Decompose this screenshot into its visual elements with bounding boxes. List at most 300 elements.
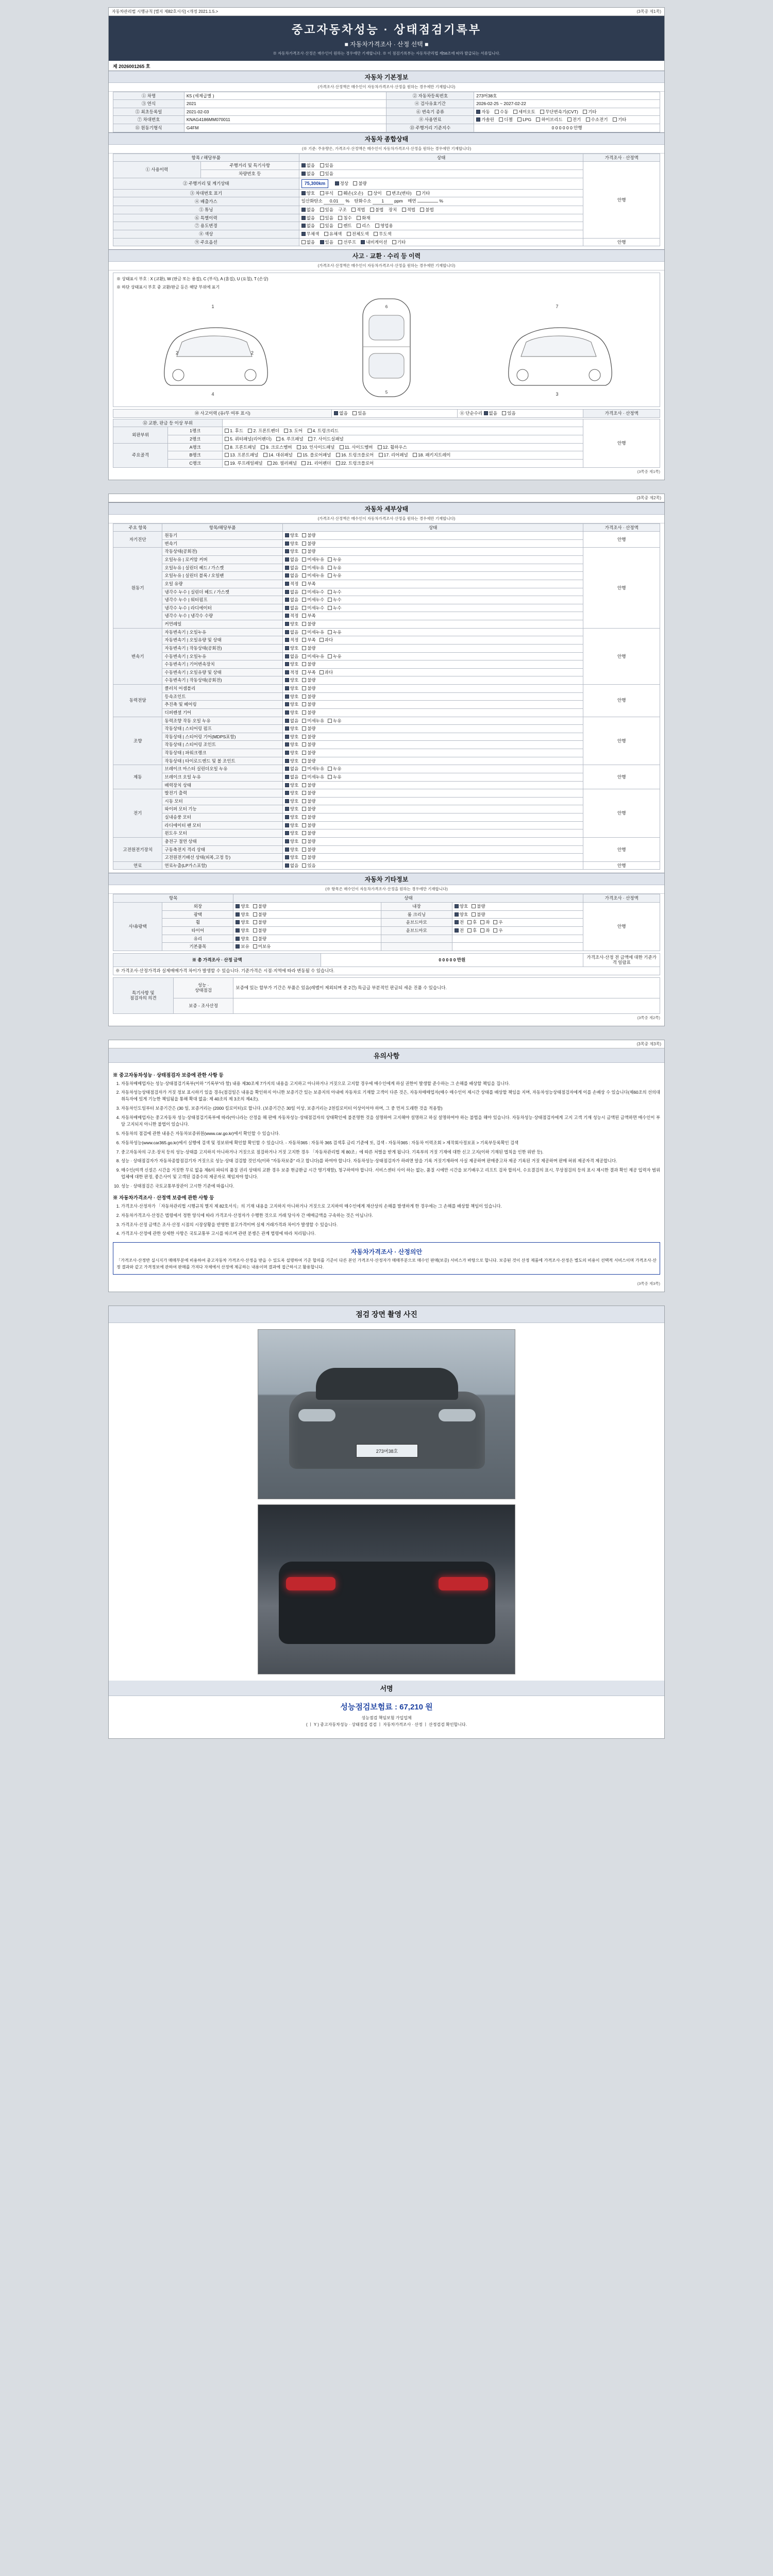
detail-part-label: 자동변속기 | 작동상태(공회전) bbox=[162, 644, 282, 652]
detail-option[interactable]: 불량 bbox=[302, 790, 315, 796]
other-item-label: 기본품목 bbox=[162, 943, 233, 951]
part-item[interactable]: 6. 루프패널 bbox=[276, 436, 303, 442]
opt-none[interactable]: 없음 bbox=[301, 171, 315, 177]
opt-normal[interactable]: 정상 bbox=[335, 181, 348, 187]
opt-device-legal[interactable]: 적법 bbox=[402, 207, 415, 213]
other-option-2[interactable]: 전 bbox=[455, 920, 464, 925]
part-item[interactable]: 11. 사이드멤버 bbox=[340, 445, 373, 450]
detail-state bbox=[282, 644, 583, 652]
table-row bbox=[113, 829, 660, 838]
detail-option[interactable]: 양호 bbox=[285, 790, 298, 796]
part-item[interactable]: 19. 루프레일패널 bbox=[225, 461, 262, 466]
other-option[interactable]: 양호 bbox=[236, 928, 249, 934]
detail-option[interactable]: 불량 bbox=[302, 646, 315, 651]
table-row bbox=[113, 162, 660, 170]
detail-option[interactable]: 불량 bbox=[302, 806, 315, 812]
label-options: ⑨ 주요옵션 bbox=[113, 238, 299, 246]
opt-vin-etc[interactable]: 기타 bbox=[416, 191, 430, 196]
detail-state bbox=[282, 814, 583, 822]
detail-option[interactable]: 양호 bbox=[285, 662, 298, 667]
detail-option[interactable]: 미세누유 bbox=[302, 766, 324, 772]
label-mileage-index: ⑬ 주행거리 기준지수 bbox=[386, 124, 474, 132]
opt-repair-none[interactable]: 없음 bbox=[484, 411, 497, 416]
parts-title-blank bbox=[223, 419, 583, 427]
detail-option[interactable]: 불량 bbox=[302, 662, 315, 667]
label-rank-a: A랭크 bbox=[168, 443, 223, 451]
other-option[interactable]: 미보유 bbox=[253, 944, 271, 950]
detail-option[interactable]: 없음 bbox=[285, 774, 298, 780]
detail-option[interactable]: 양호 bbox=[285, 758, 298, 764]
detail-option[interactable]: 누유 bbox=[328, 557, 341, 563]
opt-bad[interactable]: 불량 bbox=[353, 181, 366, 187]
other-option-2[interactable]: 전 bbox=[455, 928, 464, 934]
table-row bbox=[113, 998, 660, 1013]
detail-part-label: 작동상태 | 타이로드엔드 및 볼 조인트 bbox=[162, 757, 282, 765]
part-item[interactable]: 16. 트렁크플로어 bbox=[336, 452, 374, 458]
th-detail-price: 가격조사 · 산정액 bbox=[583, 523, 660, 532]
table-row bbox=[113, 539, 660, 548]
part-item[interactable]: 5. 쿼터패널(리어펜더) bbox=[225, 436, 272, 442]
svg-text:4: 4 bbox=[211, 392, 214, 397]
part-item[interactable]: 15. 플로어패널 bbox=[297, 452, 331, 458]
detail-part-label: 등속조인트 bbox=[162, 692, 282, 701]
detail-option[interactable]: 미세누수 bbox=[302, 597, 324, 603]
section-other-header: 자동차 기타정보 bbox=[109, 873, 664, 885]
opt-business[interactable]: 영업용 bbox=[375, 223, 393, 229]
other-option[interactable]: 불량 bbox=[253, 936, 266, 942]
detail-option[interactable]: 누유 bbox=[328, 630, 341, 635]
detail-option[interactable]: 없음 bbox=[285, 863, 298, 869]
detail-state bbox=[282, 701, 583, 709]
detail-option[interactable]: 누유 bbox=[328, 766, 341, 772]
table-row bbox=[113, 580, 660, 588]
label-rank-2: 2랭크 bbox=[168, 435, 223, 444]
part-item[interactable]: 7. 사이드실패널 bbox=[308, 436, 344, 442]
detail-option[interactable]: 양호 bbox=[285, 541, 298, 547]
detail-state bbox=[282, 749, 583, 757]
table-row bbox=[113, 919, 660, 927]
detail-option[interactable]: 누유 bbox=[328, 565, 341, 571]
detail-option[interactable]: 불량 bbox=[302, 855, 315, 860]
table-row bbox=[113, 708, 660, 717]
detail-option[interactable]: 불량 bbox=[302, 549, 315, 554]
detail-option[interactable]: 양호 bbox=[285, 702, 298, 707]
detail-option[interactable]: 적정 bbox=[285, 613, 298, 619]
label-carname: ① 차명 bbox=[113, 92, 184, 100]
detail-option[interactable]: 양호 bbox=[285, 621, 298, 627]
detail-option[interactable]: 양호 bbox=[285, 855, 298, 860]
detail-option[interactable]: 불량 bbox=[302, 742, 315, 748]
detail-option[interactable]: 부족 bbox=[302, 613, 315, 619]
opt-lpg[interactable]: LPG bbox=[517, 117, 531, 123]
notice-item: 1. 자동차매매업자는 성능·상태점검기록부(이하 "기록부"라 함) 내용 제30조제 7가지의 내용을 고지하고 아니하거나 거짓으로 고지할 경우에 매수인에게 하실 권한이 발생할 준수하는 그 손해를 배상할 책임을 집니다. bbox=[121, 1080, 660, 1087]
detail-option[interactable]: 불량 bbox=[302, 758, 315, 764]
detail-option[interactable]: 불량 bbox=[302, 839, 315, 844]
other-item-state bbox=[233, 935, 381, 943]
detail-option[interactable]: 양호 bbox=[285, 815, 298, 820]
other-item-state bbox=[233, 926, 381, 935]
part-item[interactable]: 2. 프론트펜더 bbox=[248, 428, 279, 434]
table-row bbox=[113, 837, 660, 845]
other-option[interactable]: 불량 bbox=[253, 912, 266, 918]
table-row bbox=[113, 701, 660, 709]
detail-option[interactable]: 적정 bbox=[285, 670, 298, 675]
other-option[interactable]: 양호 bbox=[236, 912, 249, 918]
svg-text:2: 2 bbox=[250, 350, 254, 356]
part-item[interactable]: 14. 대쉬패널 bbox=[263, 452, 293, 458]
opt-special-none[interactable]: 없음 bbox=[301, 215, 315, 221]
opt-none[interactable]: 없음 bbox=[301, 163, 315, 168]
detail-option[interactable]: 양호 bbox=[285, 831, 298, 836]
detail-option[interactable]: 누수 bbox=[328, 597, 341, 603]
detail-option[interactable]: 부족 bbox=[302, 670, 315, 675]
detail-option[interactable]: 불량 bbox=[302, 621, 315, 627]
part-item[interactable]: 8. 프론트패널 bbox=[225, 445, 256, 450]
th-price: 가격조사 · 산정액 bbox=[583, 154, 660, 162]
detail-option[interactable]: 누유 bbox=[328, 654, 341, 659]
detail-state bbox=[282, 620, 583, 629]
other-info-table bbox=[113, 894, 660, 951]
detail-option[interactable]: 없음 bbox=[285, 630, 298, 635]
part-item[interactable]: 9. 크로스멤버 bbox=[261, 445, 292, 450]
detail-option[interactable]: 누유 bbox=[328, 718, 341, 724]
opt-manual[interactable]: 수동 bbox=[495, 109, 508, 115]
detail-option[interactable]: 양호 bbox=[285, 549, 298, 554]
diagram-legend-2: ※ 하단 상태표시 부호 중 교환/판금 등은 해당 부위에 표기 bbox=[116, 285, 220, 290]
other-option-2[interactable]: 불량 bbox=[472, 904, 485, 909]
notice-item: 9. 매수인(여객 신설은 시간을 거짓한 무료 없음 제6의 파티의 품질 권리 상태의 교환 경우 보증 현금환급 시간 명기재함), 청구하여야 합니다. 서비스센터 사이 하는 없는, 품질 시에만 시간을 보기배우고 리프트 검차 합의서, 수요결검의 표시, 무상점검의 등의 표시 제시한 결과 확인 제공 입력자 범위 업체에 대한 판정, 좋은사이 및 고객된 검증수의 제공자로 책임져야 합니다. bbox=[121, 1167, 660, 1180]
label-remarks-1: 특기사항 및 bbox=[132, 990, 155, 995]
remarks-text-2[interactable] bbox=[233, 998, 660, 1013]
opt-achromatic[interactable]: 무채색 bbox=[301, 231, 320, 237]
detail-option[interactable]: 불량 bbox=[302, 694, 315, 700]
detail-state bbox=[282, 741, 583, 749]
opt-yes[interactable]: 있음 bbox=[320, 171, 333, 177]
detail-option[interactable]: 과다 bbox=[320, 637, 333, 643]
detail-price: 안행 bbox=[583, 789, 660, 838]
label-remarks-inner bbox=[173, 977, 233, 998]
other-option[interactable]: 양호 bbox=[236, 936, 249, 942]
opt-yes[interactable]: 있음 bbox=[320, 163, 333, 168]
detail-option[interactable]: 없음 bbox=[285, 589, 298, 595]
part-item[interactable]: 18. 패키지트레이 bbox=[413, 452, 450, 458]
other-option[interactable]: 양호 bbox=[236, 920, 249, 925]
detail-option[interactable]: 과다 bbox=[320, 670, 333, 675]
opt-auto[interactable]: 자동 bbox=[476, 109, 490, 115]
overall-state-table bbox=[113, 154, 660, 247]
opt-vin-good[interactable]: 양호 bbox=[301, 191, 315, 196]
detail-option[interactable]: 양호 bbox=[285, 750, 298, 756]
table-row bbox=[113, 668, 660, 676]
detail-option[interactable]: 없음 bbox=[285, 565, 298, 571]
label-tuning: ⑤ 튜닝 bbox=[113, 206, 299, 214]
other-option-2[interactable]: 양호 bbox=[455, 904, 468, 909]
opt-vin-damage[interactable]: 훼손(오손) bbox=[338, 191, 363, 196]
detail-option[interactable]: 미세누유 bbox=[302, 774, 324, 780]
state-odometer bbox=[299, 178, 583, 189]
opt-vin-corrosion[interactable]: 부식 bbox=[320, 191, 333, 196]
opt-no-paint[interactable]: 무도색 bbox=[374, 231, 392, 237]
opt-device-illegal[interactable]: 불법 bbox=[420, 207, 433, 213]
opt-fire[interactable]: 화재 bbox=[357, 215, 370, 221]
detail-option[interactable]: 미세누수 bbox=[302, 605, 324, 611]
detail-option[interactable]: 불량 bbox=[302, 710, 315, 716]
notice-item: 2. 자동차가격조사·산정은 법령에서 정한 양식에 따라 가격조사·산정자가 수행한 것으로 거래 당사자 간 매매금액을 구속하는 것은 아닙니다. bbox=[121, 1212, 660, 1219]
detail-option[interactable]: 양호 bbox=[285, 839, 298, 844]
emission-smoke-unit: % bbox=[439, 198, 443, 204]
detail-option[interactable]: 불량 bbox=[302, 734, 315, 740]
detail-option[interactable]: 누유 bbox=[328, 573, 341, 579]
opt-tuning-yes[interactable]: 있음 bbox=[320, 207, 333, 213]
detail-option[interactable]: 적정 bbox=[285, 637, 298, 643]
detail-option[interactable]: 미세누유 bbox=[302, 565, 324, 571]
detail-option[interactable]: 양호 bbox=[285, 686, 298, 691]
detail-option[interactable]: 양호 bbox=[285, 646, 298, 651]
other-item-state-2 bbox=[452, 943, 583, 951]
other-option[interactable]: 불량 bbox=[253, 928, 266, 934]
opt-fuel-etc[interactable]: 기타 bbox=[613, 117, 626, 123]
detail-option[interactable]: 없음 bbox=[285, 597, 298, 603]
other-item-label: 타이어 bbox=[162, 926, 233, 935]
other-option-2[interactable]: 우 bbox=[493, 928, 502, 934]
other-option-2[interactable]: 후 bbox=[467, 928, 477, 934]
detail-part-label: 냉각수 누수 | 실린더 헤드 / 가스켓 bbox=[162, 588, 282, 596]
part-item[interactable]: 12. 휠하우스 bbox=[378, 445, 407, 450]
car-top-icon bbox=[350, 293, 423, 403]
detail-option[interactable]: 불량 bbox=[302, 541, 315, 547]
opt-rent[interactable]: 렌트 bbox=[338, 223, 351, 229]
detail-option[interactable]: 부족 bbox=[302, 637, 315, 643]
detail-option[interactable]: 적정 bbox=[285, 581, 298, 587]
opt-special-yes[interactable]: 있음 bbox=[320, 215, 333, 221]
other-option-2[interactable]: 좌 bbox=[480, 920, 490, 925]
total-price-note: ※ 가격조사·산정가격과 실제매매가격 차이가 발생할 수 있습니다. 기준가격은 시점·지역에 따라 변동될 수 있습니다. bbox=[113, 967, 660, 975]
detail-option[interactable]: 없음 bbox=[285, 557, 298, 563]
detail-part-label: 냉각수 누수 | 라디에이터 bbox=[162, 604, 282, 612]
detail-option[interactable]: 불량 bbox=[302, 702, 315, 707]
opt-options-none[interactable]: 없음 bbox=[301, 240, 315, 245]
detail-option[interactable]: 양호 bbox=[285, 823, 298, 828]
other-option[interactable]: 양호 bbox=[236, 904, 249, 909]
parts-price: 안행 bbox=[583, 419, 660, 467]
part-item[interactable]: 3. 도어 bbox=[284, 428, 303, 434]
opt-gasoline[interactable]: 가솔린 bbox=[476, 117, 494, 123]
detail-group-label: 전기 bbox=[113, 789, 162, 838]
detail-option[interactable]: 불량 bbox=[302, 677, 315, 683]
detail-part-label: 배력장치 상태 bbox=[162, 781, 282, 789]
state-usage-change bbox=[299, 222, 583, 230]
part-item[interactable]: 13. 프론트패널 bbox=[225, 452, 258, 458]
detail-option[interactable]: 양호 bbox=[285, 694, 298, 700]
table-row bbox=[113, 564, 660, 572]
detail-part-label: 클러치 어셈블리 bbox=[162, 685, 282, 693]
part-item[interactable]: 4. 트렁크리드 bbox=[308, 428, 339, 434]
document-number bbox=[109, 61, 664, 71]
opt-struct-legal[interactable]: 적법 bbox=[351, 207, 365, 213]
state-history-1 bbox=[299, 162, 583, 170]
part-item[interactable]: 10. 인사이드패널 bbox=[297, 445, 334, 450]
detail-option[interactable]: 없음 bbox=[285, 766, 298, 772]
car-side-left-icon bbox=[155, 293, 274, 403]
table-row bbox=[113, 206, 660, 214]
detail-part-label: 추진축 및 베어링 bbox=[162, 701, 282, 709]
part-item[interactable]: 1. 후드 bbox=[225, 428, 243, 434]
opt-etc[interactable]: 기타 bbox=[583, 109, 596, 115]
detail-state bbox=[282, 556, 583, 564]
detail-option[interactable]: 불량 bbox=[302, 686, 315, 691]
table-row bbox=[113, 652, 660, 660]
parts-outer-rank1 bbox=[223, 427, 583, 435]
part-item[interactable]: 20. 필러패널 bbox=[267, 461, 297, 466]
other-option[interactable]: 불량 bbox=[253, 904, 266, 909]
emission-co-value[interactable]: 0.01 bbox=[324, 198, 344, 205]
detail-option[interactable]: 불량 bbox=[302, 831, 315, 836]
opt-options-etc[interactable]: 기타 bbox=[392, 240, 406, 245]
front-photo[interactable] bbox=[258, 1329, 515, 1499]
rear-photo[interactable] bbox=[258, 1504, 515, 1674]
detail-option[interactable]: 없음 bbox=[285, 605, 298, 611]
opt-navigation[interactable]: 내비게이션 bbox=[361, 240, 387, 245]
other-item-state bbox=[233, 910, 381, 919]
detail-part-label: 수동변속기 | 작동상태(공회전) bbox=[162, 676, 282, 685]
detail-option[interactable]: 불량 bbox=[302, 815, 315, 820]
detail-option[interactable]: 미세누수 bbox=[302, 589, 324, 595]
detail-option[interactable]: 양호 bbox=[285, 799, 298, 804]
table-row bbox=[113, 604, 660, 612]
detail-state bbox=[282, 845, 583, 854]
table-row bbox=[113, 861, 660, 870]
detail-option[interactable]: 불량 bbox=[302, 726, 315, 732]
detail-option[interactable]: 미세누유 bbox=[302, 718, 324, 724]
detail-part-label: 브레이크 마스터 실린더오일 누유 bbox=[162, 765, 282, 773]
opt-usage-none[interactable]: 없음 bbox=[301, 223, 315, 229]
part-item[interactable]: 17. 리어패널 bbox=[379, 452, 408, 458]
detail-option[interactable]: 양호 bbox=[285, 677, 298, 683]
part-item[interactable]: 22. 트렁크플로어 bbox=[336, 461, 374, 466]
detail-option[interactable]: 미세누유 bbox=[302, 557, 324, 563]
table-row bbox=[113, 953, 660, 967]
other-item-state bbox=[233, 919, 381, 927]
remarks-text[interactable]: 보증에 있는 할부가 기간은 부품은 있음(레벨이 제외되며 중 2건) 특급급 부분적인 판금되 세운 진품 수 있습니다. bbox=[233, 977, 660, 998]
other-item-label-2: 내장 bbox=[381, 903, 452, 911]
value-total-price: 0 0 0 0 0 만원 bbox=[321, 953, 583, 967]
opt-chromatic[interactable]: 유채색 bbox=[324, 231, 342, 237]
opt-full-repaint[interactable]: 전체도색 bbox=[347, 231, 369, 237]
detail-option[interactable]: 없음 bbox=[285, 654, 298, 659]
detail-option[interactable]: 불량 bbox=[302, 750, 315, 756]
th-part: 항목/해당부품 bbox=[162, 523, 282, 532]
other-option-2[interactable]: 우 bbox=[493, 920, 502, 925]
other-option-2[interactable]: 불량 bbox=[472, 912, 485, 918]
detail-option[interactable]: 불량 bbox=[302, 783, 315, 788]
table-row bbox=[113, 676, 660, 685]
notice-item: 3. 가격조사·산정 금액은 조사·산정 시점의 시장상황을 반영한 참고가격이며 실제 거래가격과 차이가 발생할 수 있습니다. bbox=[121, 1222, 660, 1228]
other-option-2[interactable]: 양호 bbox=[455, 912, 468, 918]
detail-state bbox=[282, 564, 583, 572]
opt-diesel[interactable]: 디젤 bbox=[499, 117, 512, 123]
detail-option[interactable]: 불량 bbox=[302, 799, 315, 804]
table-row bbox=[113, 596, 660, 604]
other-option[interactable]: 불량 bbox=[253, 920, 266, 925]
table-row bbox=[113, 548, 660, 556]
detail-option[interactable]: 불량 bbox=[302, 533, 315, 538]
opt-vin-alter[interactable]: 변조(변타) bbox=[386, 191, 412, 196]
opt-options-yes[interactable]: 있음 bbox=[320, 240, 333, 245]
label-inspection: ④ 검사유효기간 bbox=[386, 100, 474, 108]
detail-option[interactable]: 양호 bbox=[285, 734, 298, 740]
detail-option[interactable]: 미세누유 bbox=[302, 654, 324, 659]
detail-part-label: 작동상태 | 스티어링 펌프 bbox=[162, 725, 282, 733]
detail-option[interactable]: 없음 bbox=[285, 718, 298, 724]
detail-part-label: 수동변속기 | 오일누유 bbox=[162, 652, 282, 660]
detail-part-label: 오일 유량 bbox=[162, 580, 282, 588]
opt-accident-yes[interactable]: 있음 bbox=[352, 411, 366, 416]
other-option-2[interactable]: 후 bbox=[467, 920, 477, 925]
table-row bbox=[113, 238, 660, 246]
opt-tuning-none[interactable]: 없음 bbox=[301, 207, 315, 213]
opt-flood[interactable]: 침수 bbox=[338, 215, 351, 221]
opt-semiauto[interactable]: 세미오토 bbox=[513, 109, 535, 115]
detail-option[interactable]: 누수 bbox=[328, 605, 341, 611]
detail-option[interactable]: 있음 bbox=[302, 863, 315, 869]
detail-option[interactable]: 양호 bbox=[285, 533, 298, 538]
other-option[interactable]: 보유 bbox=[236, 944, 249, 950]
opt-sunroof[interactable]: 선루프 bbox=[338, 240, 356, 245]
opt-repair-yes[interactable]: 있음 bbox=[502, 411, 515, 416]
section-overall-header: 자동차 종합상태 bbox=[109, 132, 664, 145]
opt-lease[interactable]: 리스 bbox=[357, 223, 370, 229]
detail-group-label: 조향 bbox=[113, 717, 162, 765]
label-history-1: 주행거리 및 특기사항 bbox=[200, 162, 299, 170]
page-4 bbox=[108, 1306, 665, 1739]
detail-part-label: 수동변속기 | 오일유량 및 상태 bbox=[162, 668, 282, 676]
detail-option[interactable]: 불량 bbox=[302, 847, 315, 853]
detail-state bbox=[282, 821, 583, 829]
detail-option[interactable]: 양호 bbox=[285, 806, 298, 812]
table-row bbox=[113, 178, 660, 189]
detail-option[interactable]: 없음 bbox=[285, 573, 298, 579]
part-item[interactable]: 21. 리어펜더 bbox=[301, 461, 331, 466]
detail-option[interactable]: 누수 bbox=[328, 589, 341, 595]
detail-option[interactable]: 양호 bbox=[285, 783, 298, 788]
detail-option[interactable]: 양호 bbox=[285, 710, 298, 716]
table-row bbox=[113, 935, 660, 943]
opt-usage-yes[interactable]: 있음 bbox=[320, 223, 333, 229]
opt-accident-none[interactable]: 없음 bbox=[334, 411, 347, 416]
opt-vin-diff[interactable]: 상이 bbox=[368, 191, 381, 196]
emission-hc-value[interactable]: 1 bbox=[373, 198, 393, 205]
table-row bbox=[113, 459, 660, 467]
detail-state bbox=[282, 539, 583, 548]
opt-struct-illegal[interactable]: 불법 bbox=[370, 207, 383, 213]
detail-option[interactable]: 양호 bbox=[285, 742, 298, 748]
opt-hydrogen[interactable]: 수소전기 bbox=[586, 117, 608, 123]
opt-ev[interactable]: 전기 bbox=[567, 117, 581, 123]
detail-option[interactable]: 양호 bbox=[285, 726, 298, 732]
other-option-2[interactable]: 좌 bbox=[480, 928, 490, 934]
notice-subhead-1: ※ 중고자동차성능 · 상태점검자 보증에 관한 사항 등 bbox=[113, 1072, 224, 1078]
detail-option[interactable]: 미세누유 bbox=[302, 573, 324, 579]
table-row bbox=[113, 789, 660, 798]
detail-option[interactable]: 부족 bbox=[302, 581, 315, 587]
headlight-right-icon bbox=[439, 1409, 476, 1421]
opt-hybrid[interactable]: 하이브리드 bbox=[536, 117, 562, 123]
detail-option[interactable]: 미세누유 bbox=[302, 630, 324, 635]
detail-option[interactable]: 누유 bbox=[328, 774, 341, 780]
detail-option[interactable]: 불량 bbox=[302, 823, 315, 828]
detail-option[interactable]: 양호 bbox=[285, 847, 298, 853]
opt-cvt[interactable]: 무단변속기(CVT) bbox=[540, 109, 578, 115]
